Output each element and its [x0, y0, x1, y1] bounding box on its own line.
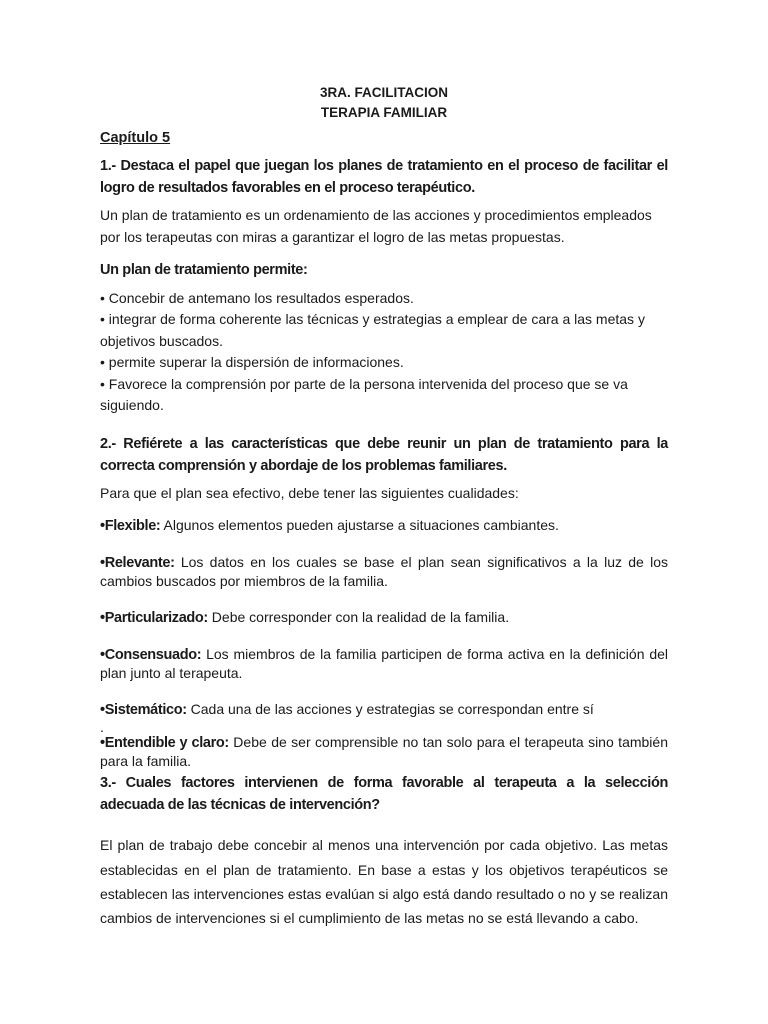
- quality-relevante: [100, 553, 668, 590]
- answer-1: Un plan de tratamiento es un ordenamiento de las acciones y procedimientos empleados por los terapeutas con miras a garantizar el logro de las metas propuestas.: [100, 207, 652, 245]
- quality-text: Cada una de las acciones y estrategias se correspondan entre sí: [186, 701, 594, 718]
- quality-term: •Entendible y claro:: [100, 735, 229, 752]
- quality-sistematico: [100, 700, 668, 719]
- document-title-line-1: 3RA. FACILITACION: [320, 85, 448, 100]
- qualities-intro: Para que el plan sea efectivo, debe tener las siguientes cualidades:: [100, 485, 519, 502]
- plan-benefits-list: [100, 288, 668, 416]
- quality-text: Los datos en los cuales se base el plan sean significativos a la luz de los cambios buscados por miembros de la familia.: [100, 554, 668, 590]
- quality-term: •Flexible:: [100, 518, 161, 535]
- quality-text: Debe de ser comprensible no tan solo para el terapeuta sino también para la familia.: [100, 734, 668, 770]
- quality-flexible: [100, 516, 668, 535]
- quality-text: Los miembros de la familia participen de forma activa en la definición del plan junto al terapeuta.: [100, 646, 668, 682]
- quality-text: Debe corresponder con la realidad de la familia.: [207, 609, 510, 626]
- quality-text: Algunos elementos pueden ajustarse a situaciones cambiantes.: [160, 517, 559, 534]
- document-page: [100, 83, 668, 931]
- stray-dot: .: [100, 719, 104, 736]
- list-item: • Concebir de antemano los resultados esperados.: [100, 290, 414, 306]
- question-1: 1.- Destaca el papel que juegan los planes de tratamiento en el proceso de facilitar el logro de resultados favorables en el proceso terapéutico.: [100, 158, 668, 196]
- question-2: 2.- Refiérete a las características que debe reunir un plan de tratamiento para la correcta comprensión y abordaje de los problemas familiares.: [100, 436, 668, 475]
- document-title-line-2: TERAPIA FAMILIAR: [320, 105, 448, 120]
- quality-term: •Relevante:: [100, 555, 175, 572]
- quality-entendible: [100, 733, 668, 770]
- answer-3: El plan de trabajo debe concebir al menos una intervención por cada objetivo. Las metas establecidas en el plan de tratamiento. En base a estas y los objetivos terapéuticos se establecen las intervenciones estas evalúan si algo está dando resultado o no y se realizan cambios de intervenciones si el cumplimiento de las metas no se está llevando a cabo.: [100, 837, 668, 927]
- quality-term: •Consensuado:: [100, 647, 202, 664]
- list-item: • integrar de forma coherente las técnicas y estrategias a emplear de cara a las metas y objetivos buscados.: [100, 311, 645, 349]
- chapter-heading: Capítulo 5: [100, 130, 171, 146]
- quality-term: •Particularizado:: [100, 610, 208, 627]
- quality-term: •Sistemático:: [100, 702, 187, 719]
- question-3: 3.- Cuales factores intervienen de forma favorable al terapeuta a la selección adecuada de las técnicas de intervención?: [100, 775, 668, 814]
- quality-consensuado: [100, 645, 668, 682]
- quality-particularizado: [100, 608, 668, 627]
- list-item: • permite superar la dispersión de informaciones.: [100, 354, 404, 371]
- subheading-plan-permite: Un plan de tratamiento permite:: [100, 262, 308, 278]
- list-item: • Favorece la comprensión por parte de la persona intervenida del proceso que se va siguiendo.: [100, 375, 628, 414]
